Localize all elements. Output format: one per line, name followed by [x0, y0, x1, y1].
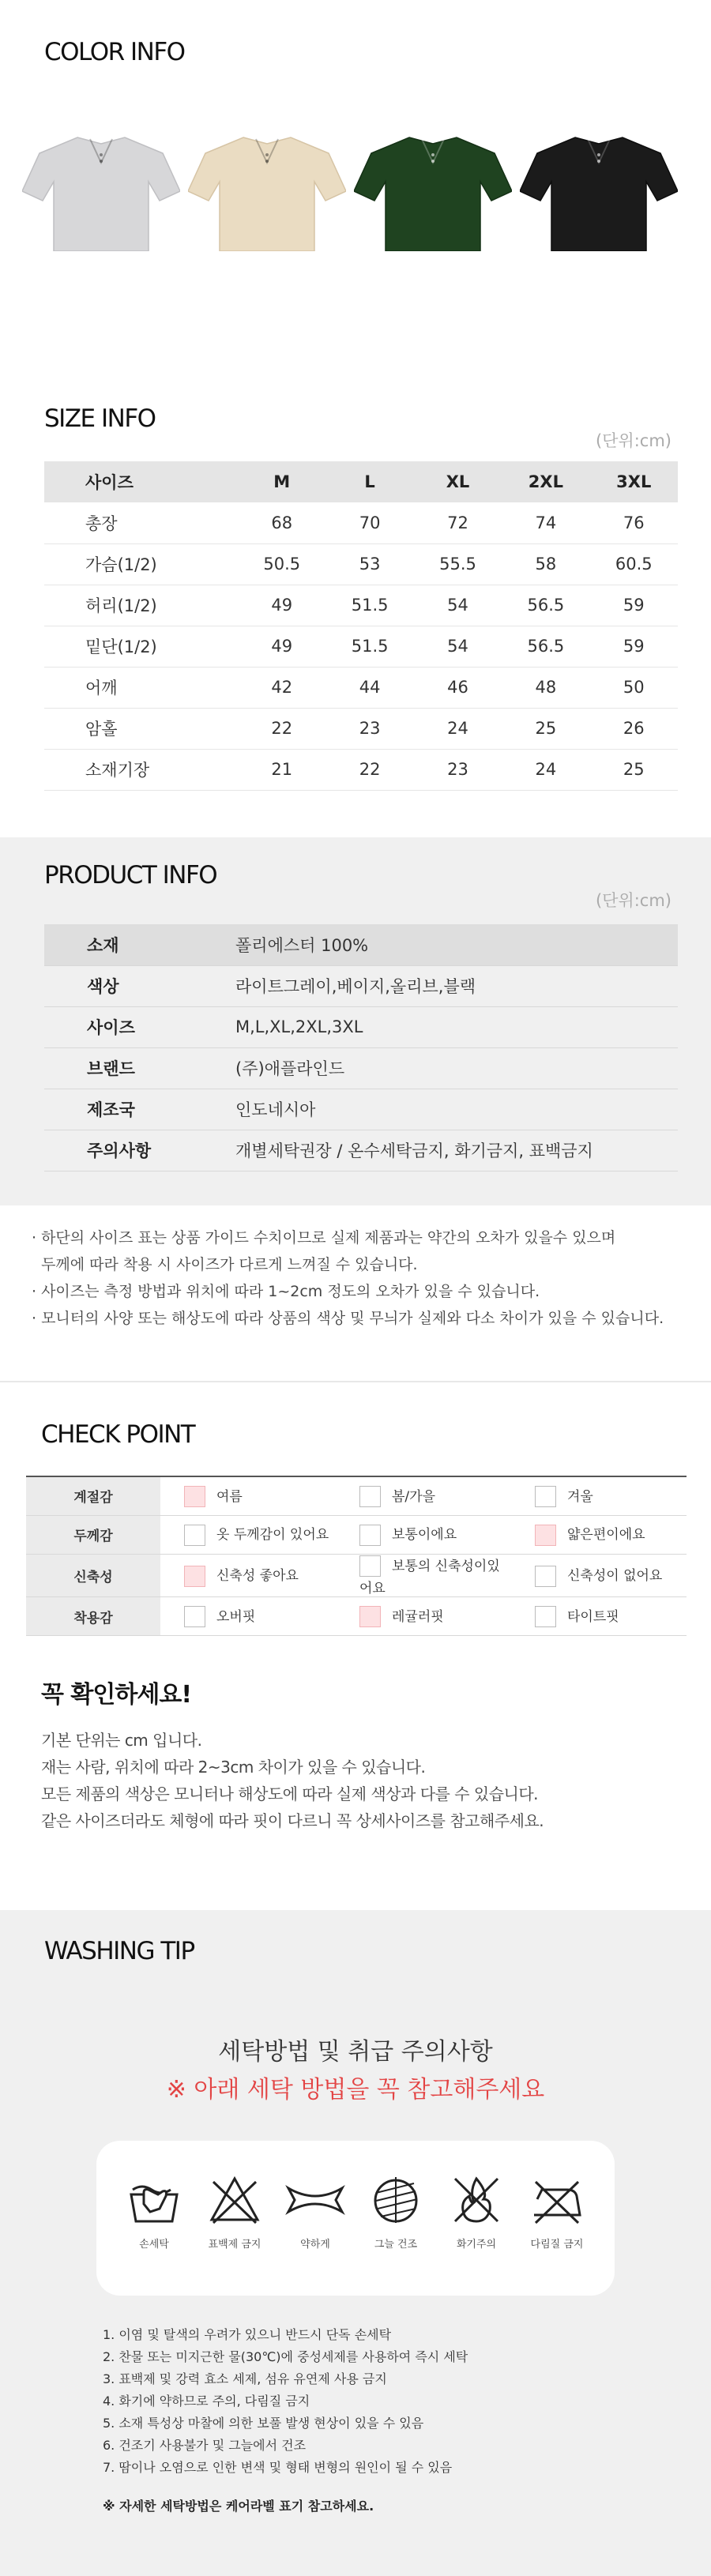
shirt-black: [520, 133, 678, 251]
note-line: · 하단의 사이즈 표는 상품 가이드 수치이므로 실제 제품과는 약간의 오차가 있을수 있으며: [32, 1229, 616, 1247]
size-value-cell: XL: [446, 472, 470, 491]
size-row: [44, 667, 678, 708]
confirm-line: 기본 단위는 cm 입니다.: [41, 1731, 202, 1750]
product-key-cell: 주의사항: [87, 1141, 152, 1160]
shirt-row: [22, 133, 702, 251]
check-label-cell: 계절감: [26, 1476, 160, 1515]
size-row: [44, 708, 678, 749]
size-value-cell: 23: [447, 760, 468, 779]
product-table: [44, 924, 678, 1171]
washing-icon-card: [96, 2141, 615, 2296]
size-value-cell: 46: [447, 678, 468, 697]
check-option-label: 오버핏: [216, 1608, 256, 1625]
size-notes: [32, 1224, 695, 1332]
unchecked-box: [184, 1606, 205, 1627]
color-info-title: COLOR INFO: [44, 38, 185, 66]
check-point-title: CHECK POINT: [41, 1420, 195, 1449]
check-label-cell: 착용감: [26, 1597, 160, 1636]
size-value-cell: 22: [271, 719, 293, 738]
size-label-cell: 밑단(1/2): [85, 637, 157, 656]
size-label-cell: 허리(1/2): [85, 596, 157, 615]
washing-list: [103, 2324, 656, 2479]
product-row: [44, 965, 678, 1006]
size-value-cell: M: [273, 472, 291, 491]
product-row: [44, 1047, 678, 1089]
size-row: [44, 585, 678, 626]
washing-list-item: 1. 이염 및 탈색의 우려가 있으니 반드시 단독 손세탁: [103, 2327, 392, 2342]
size-value-cell: 72: [447, 513, 468, 532]
size-value-cell: 49: [271, 596, 293, 615]
size-row: [44, 502, 678, 543]
hand-wash-icon: [120, 2172, 188, 2275]
checked-box: [184, 1486, 205, 1507]
unchecked-box: [535, 1486, 556, 1507]
wash-icon-label: 그늘 건조: [374, 2239, 418, 2251]
check-option-label: 신축성이 없어요: [567, 1568, 663, 1584]
wash-icon-label: 손세탁: [139, 2239, 169, 2251]
unchecked-box: [535, 1606, 556, 1627]
no-bleach-icon: [201, 2172, 269, 2275]
gentle-icon: [281, 2172, 349, 2275]
check-option-label: 옷 두께감이 있어요: [216, 1527, 329, 1544]
size-value-cell: 44: [359, 678, 381, 697]
check-option: [160, 1476, 336, 1515]
size-header-row: [44, 461, 678, 502]
check-option-label: 신축성 좋아요: [216, 1568, 299, 1584]
washing-list-item: 6. 건조기 사용불가 및 그늘에서 건조: [103, 2438, 307, 2453]
check-point-table: [26, 1476, 687, 1636]
size-value-cell: 54: [447, 596, 468, 615]
confirm-title: 꼭 확인하세요!: [41, 1681, 192, 1709]
check-option-label: 보통의 신축성이있어요: [359, 1558, 500, 1596]
washing-heading: 세탁방법 및 취급 주의사항: [218, 2038, 493, 2066]
wash-icon-label: 다림질 금지: [530, 2239, 584, 2251]
product-row: [44, 1006, 678, 1047]
size-value-cell: 22: [359, 760, 381, 779]
product-row: [44, 1130, 678, 1171]
note-line: · 사이즈는 측정 방법과 위치에 따라 1~2cm 정도의 오차가 있을 수 있습니다.: [32, 1283, 540, 1300]
product-key-cell: 브랜드: [87, 1059, 135, 1078]
product-value-cell: (주)애플라인드: [235, 1059, 345, 1078]
check-option: [511, 1476, 687, 1515]
shade-dry-icon: [362, 2172, 430, 2275]
size-value-cell: 26: [623, 719, 645, 738]
product-info-title: PRODUCT INFO: [44, 861, 217, 889]
size-value-cell: 51.5: [351, 596, 389, 615]
color-info-section: [0, 0, 711, 371]
size-value-cell: 21: [271, 760, 293, 779]
check-label-cell: 신축성: [26, 1554, 160, 1597]
product-value-cell: 폴리에스터 100%: [235, 935, 369, 955]
check-option: [160, 1597, 336, 1636]
product-value-cell: M,L,XL,2XL,3XL: [235, 1017, 363, 1036]
size-label-cell: 어깨: [85, 679, 118, 698]
size-value-cell: 60.5: [615, 555, 653, 573]
product-info-section: [0, 837, 711, 1205]
washing-footer: ※ 자세한 세탁방법은 케어라벨 표기 참고하세요.: [103, 2499, 374, 2514]
size-value-cell: 70: [359, 513, 381, 532]
check-option-label: 레귤러핏: [392, 1608, 444, 1625]
check-option: [160, 1554, 336, 1597]
check-row: [26, 1476, 687, 1515]
check-row: [26, 1515, 687, 1554]
size-value-cell: 53: [359, 555, 381, 573]
washing-title: WASHING TIP: [44, 1937, 194, 1965]
size-value-cell: 25: [535, 719, 557, 738]
size-value-cell: 76: [623, 513, 645, 532]
size-value-cell: 48: [535, 678, 557, 697]
check-option-label: 겨울: [567, 1488, 593, 1505]
note-line: · 모니터의 사양 또는 해상도에 따라 상품의 색상 및 무늬가 실제와 다소 차이가 있을 수 있습니다.: [32, 1310, 664, 1327]
size-value-cell: 3XL: [616, 472, 652, 491]
check-option: [160, 1515, 336, 1554]
size-value-cell: 56.5: [527, 637, 565, 656]
size-value-cell: 55.5: [439, 555, 476, 573]
size-value-cell: 24: [447, 719, 468, 738]
confirm-text: [41, 1727, 689, 1834]
size-unit: (단위:cm): [595, 431, 672, 450]
check-row: [26, 1597, 687, 1636]
divider: [0, 1381, 711, 1382]
check-option: [511, 1597, 687, 1636]
washing-subheading: ※ 아래 세탁 방법을 꼭 참고해주세요: [166, 2076, 545, 2104]
product-key-cell: 사이즈: [87, 1018, 135, 1037]
size-label-cell: 소재기장: [85, 761, 150, 780]
size-value-cell: 74: [535, 513, 557, 532]
size-value-cell: 50: [623, 678, 645, 697]
unchecked-box: [184, 1525, 205, 1546]
shirt-olive: [354, 133, 512, 251]
check-label-cell: 두께감: [26, 1515, 160, 1554]
product-unit: (단위:cm): [595, 891, 672, 910]
size-value-cell: 24: [535, 760, 557, 779]
check-option-label: 보통이에요: [392, 1527, 457, 1544]
size-value-cell: 42: [271, 678, 293, 697]
check-option: [336, 1554, 511, 1597]
size-row: [44, 626, 678, 667]
unchecked-box: [359, 1525, 381, 1546]
size-info-title: SIZE INFO: [44, 404, 156, 433]
washing-section: [0, 1910, 711, 2576]
shirt-lightgray: [22, 133, 180, 251]
size-value-cell: 58: [535, 555, 557, 573]
check-option: [336, 1597, 511, 1636]
unchecked-box: [535, 1566, 556, 1587]
confirm-line: 모든 제품의 색상은 모니터나 해상도에 따라 실제 색상과 다를 수 있습니다.: [41, 1784, 539, 1803]
check-option: [336, 1476, 511, 1515]
check-option: [511, 1515, 687, 1554]
check-option: [336, 1515, 511, 1554]
confirm-line: 재는 사람, 위치에 따라 2~3cm 차이가 있을 수 있습니다.: [41, 1758, 426, 1777]
washing-list-item: 7. 땀이나 오염으로 인한 변색 및 형태 변형의 원인이 될 수 있음: [103, 2460, 453, 2475]
check-row: [26, 1554, 687, 1597]
size-value-cell: 25: [623, 760, 645, 779]
size-value-cell: 68: [271, 513, 293, 532]
size-value-cell: L: [364, 472, 375, 491]
size-row: [44, 543, 678, 585]
checked-box: [184, 1566, 205, 1587]
checked-box: [535, 1525, 556, 1546]
size-label-cell: 암홀: [85, 720, 118, 739]
checked-box: [359, 1606, 381, 1627]
product-row: [44, 1089, 678, 1130]
size-row: [44, 749, 678, 790]
product-key-cell: 색상: [87, 977, 119, 996]
product-row: [44, 924, 678, 965]
size-value-cell: 56.5: [527, 596, 565, 615]
washing-list-item: 2. 찬물 또는 미지근한 물(30℃)에 중성세제를 사용하여 즉시 세탁: [103, 2349, 468, 2364]
check-option-label: 여름: [216, 1488, 243, 1505]
product-value-cell: 라이트그레이,베이지,올리브,블랙: [235, 977, 476, 996]
size-value-cell: 49: [271, 637, 293, 656]
note-line: 두께에 따라 착용 시 사이즈가 다르게 느껴질 수 있습니다.: [32, 1256, 418, 1273]
size-value-cell: 50.5: [263, 555, 301, 573]
check-option-label: 봄/가을: [392, 1488, 435, 1505]
shirt-beige: [188, 133, 346, 251]
size-value-cell: 59: [623, 637, 645, 656]
size-value-cell: 23: [359, 719, 381, 738]
size-label-cell: 가슴(1/2): [85, 555, 157, 574]
product-value-cell: 인도네시아: [235, 1100, 316, 1119]
product-key-cell: 제조국: [87, 1100, 135, 1119]
size-label-cell: 사이즈: [85, 473, 134, 492]
size-value-cell: 51.5: [351, 637, 389, 656]
wash-icon-label: 표백제 금지: [208, 2239, 261, 2251]
wash-icon-label: 약하게: [300, 2239, 330, 2251]
size-value-cell: 2XL: [528, 472, 563, 491]
check-option-label: 타이트핏: [567, 1608, 619, 1625]
size-label-cell: 총장: [85, 513, 118, 533]
unchecked-box: [359, 1555, 381, 1577]
no-fire-icon: [442, 2172, 510, 2275]
product-key-cell: 소재: [87, 935, 119, 955]
size-value-cell: 54: [447, 637, 468, 656]
check-option-label: 얇은편이에요: [567, 1527, 645, 1544]
size-value-cell: 59: [623, 596, 645, 615]
no-iron-icon: [523, 2172, 591, 2275]
unchecked-box: [359, 1486, 381, 1507]
check-option: [511, 1554, 687, 1597]
product-value-cell: 개별세탁권장 / 온수세탁금지, 화기금지, 표백금지: [235, 1141, 593, 1160]
confirm-line: 같은 사이즈더라도 체형에 따라 핏이 다르니 꼭 상세사이즈를 참고해주세요.: [41, 1811, 544, 1830]
size-table: [44, 461, 678, 791]
wash-icon-label: 화기주의: [456, 2239, 497, 2251]
washing-list-item: 5. 소재 특성상 마찰에 의한 보풀 발생 현상이 있을 수 있음: [103, 2416, 424, 2431]
washing-list-item: 3. 표백제 및 강력 효소 세제, 섬유 유연제 사용 금지: [103, 2371, 387, 2386]
washing-list-item: 4. 화기에 약하므로 주의, 다림질 금지: [103, 2394, 310, 2409]
